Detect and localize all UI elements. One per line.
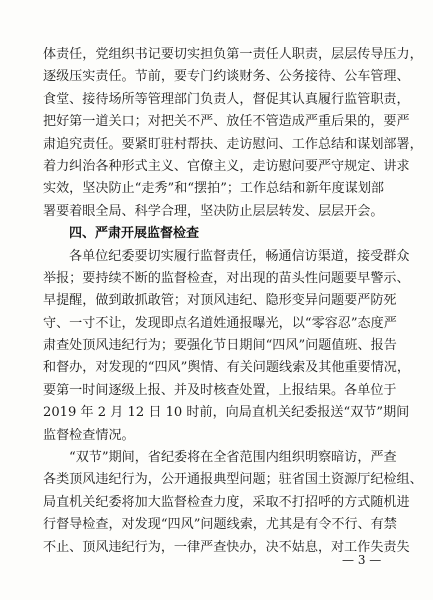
text-line: 署要着眼全局、科学合理，坚决防止层层转发、层层开会。 [43,203,384,219]
text-line: 局直机关纪委将加大监督检查力度，采取不打招呼的方式随机进 [43,494,410,510]
paragraph-responsibility [43,44,423,223]
text-line: 和督办，对发现的“四风”舆情、有关问题线索及其他重要情况， [43,360,410,376]
text-line: “双节”期间，省纪委将在全省范围内组织明察暗访，严查 [69,450,397,466]
text-line: 食堂、接待场所等管理部门负责人，督促其认真履行监管职责， [43,91,410,107]
text-line: 行督导检查，对发现“四风”问题线索，尤其是有令不行、有禁 [43,517,397,533]
text-line: 体责任，党组织书记要切实担负第一责任人职责，层层传导压力， [43,47,423,62]
section-heading: 四、严肃开展监督检查 [69,226,200,242]
paragraph-inspection [43,447,423,559]
text-line: 肃查处顶风违纪行为；要强化节日期间“四风”问题值班、报告 [43,338,397,354]
text-line: 着力纠治各种形式主义、官僚主义，走访慰问要严守规定、讲求 [43,158,410,174]
text-line: 实效，坚决防止“走秀”和“摆拍”；工作总结和新年度谋划部 [43,181,385,197]
text-line: 监督检查情况。 [43,427,135,443]
text-line: 早提醒，做到敢抓敢管；对顶风违纪、隐形变异问题要严防死 [43,293,397,309]
text-line: 逐级压实责任。节前，要专门约谈财务、公务接待、公车管理、 [43,69,410,85]
page-body [43,44,423,559]
text-line: 要第一时间逐级上报、并及时核查处置，上报结果。各单位于 [43,382,397,398]
paragraph-supervision [43,246,410,448]
text-line: 不止、顶风违纪行为，一律严查快办，决不姑息，对工作失责失 [43,539,410,555]
text-line: 各单位纪委要切实履行监督责任，畅通信访渠道，接受群众 [69,248,410,264]
text-line: 守、一寸不让，发现即点名道姓通报曝光，以“零容忍”态度严 [43,315,397,331]
text-line: 2019 年 2 月 12 日 10 时前，向局直机关纪委报送“双节”期间 [43,405,410,421]
text-line: 肃追究责任。要紧盯驻村帮扶、走访慰问、工作总结和谋划部署， [43,136,423,152]
text-line: 各类顶风违纪行为，公开通报典型问题；驻省国土资源厅纪检组、 [43,472,423,488]
text-line: 把好第一道关口；对把关不严、放任不管造成严重后果的，要严 [43,114,410,130]
page-number: — 3 — [342,553,382,567]
text-line: 举报；要持续不断的监督检查，对出现的苗头性问题要早警示、 [43,270,410,286]
